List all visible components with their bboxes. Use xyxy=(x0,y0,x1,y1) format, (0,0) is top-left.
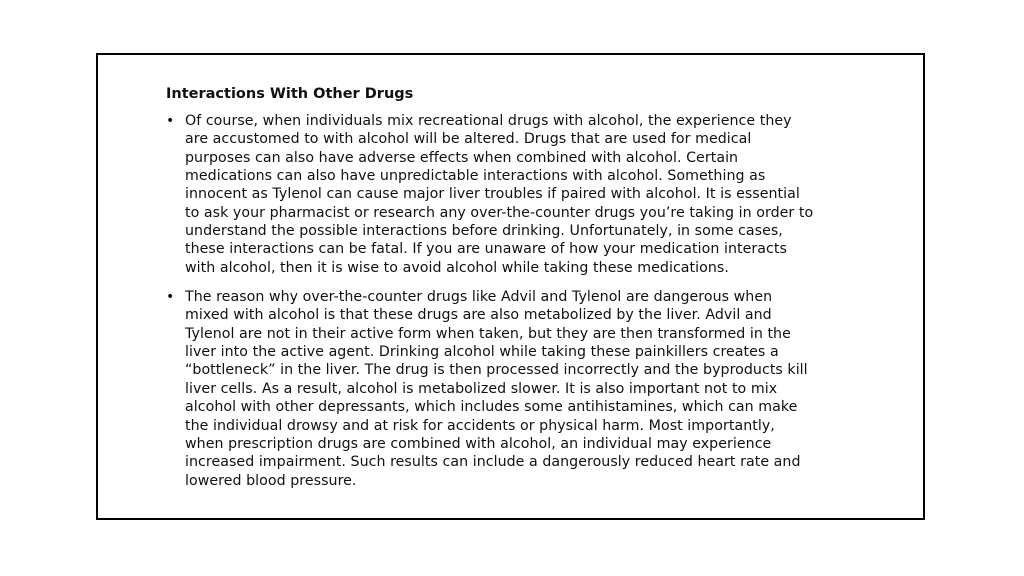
bullet-text-line: liver cells. As a result, alcohol is metabolized slower. It is also important not to mix xyxy=(185,380,778,397)
bullet-list xyxy=(166,112,866,490)
bullet-text-line: to ask your pharmacist or research any over-the-counter drugs you’re taking in order to xyxy=(185,204,814,221)
bullet-text-line: liver into the active agent. Drinking alcohol while taking these painkillers creates a xyxy=(185,344,779,361)
bullet-text-line: alcohol with other depressants, which includes some antihistamines, which can make xyxy=(185,399,798,416)
bullet-item xyxy=(166,288,866,490)
bullet-item xyxy=(166,112,866,277)
bullet-text-line: Tylenol are not in their active form when taken, but they are then transformed in the xyxy=(185,325,791,342)
bullet-text-line: when prescription drugs are combined with alcohol, an individual may experience xyxy=(185,435,772,452)
bullet-text-line: medications can also have unpredictable interactions with alcohol. Something as xyxy=(185,168,766,185)
slide-content xyxy=(166,85,866,490)
bullet-marker: • xyxy=(166,113,175,129)
bullet-text-line: with alcohol, then it is wise to avoid alcohol while taking these medications. xyxy=(185,259,729,276)
bullet-text-line: innocent as Tylenol can cause major liver troubles if paired with alcohol. It is essential xyxy=(185,186,800,203)
bullet-text-line: the individual drowsy and at risk for accidents or physical harm. Most importantly, xyxy=(185,417,775,434)
bullet-text-line: understand the possible interactions before drinking. Unfortunately, in some cases, xyxy=(185,223,783,240)
bullet-text-line: are accustomed to with alcohol will be altered. Drugs that are used for medical xyxy=(185,131,752,148)
bullet-text-line: mixed with alcohol is that these drugs are also metabolized by the liver. Advil and xyxy=(185,307,772,324)
bullet-text-line: The reason why over-the-counter drugs like Advil and Tylenol are dangerous when xyxy=(185,289,773,306)
bullet-text-line: “bottleneck” in the liver. The drug is then processed incorrectly and the byproducts kill xyxy=(185,362,808,379)
slide-heading: Interactions With Other Drugs xyxy=(166,86,414,102)
bullet-text-line: purposes can also have adverse effects when combined with alcohol. Certain xyxy=(185,149,739,166)
bullet-text-line: Of course, when individuals mix recreational drugs with alcohol, the experience they xyxy=(185,113,792,129)
bullet-text-line: these interactions can be fatal. If you are unaware of how your medication interacts xyxy=(185,241,787,258)
bullet-marker: • xyxy=(166,289,175,306)
bullet-text-line: increased impairment. Such results can include a dangerously reduced heart rate and xyxy=(185,454,801,471)
slide-frame xyxy=(96,53,925,520)
bullet-text-line: lowered blood pressure. xyxy=(185,472,357,489)
